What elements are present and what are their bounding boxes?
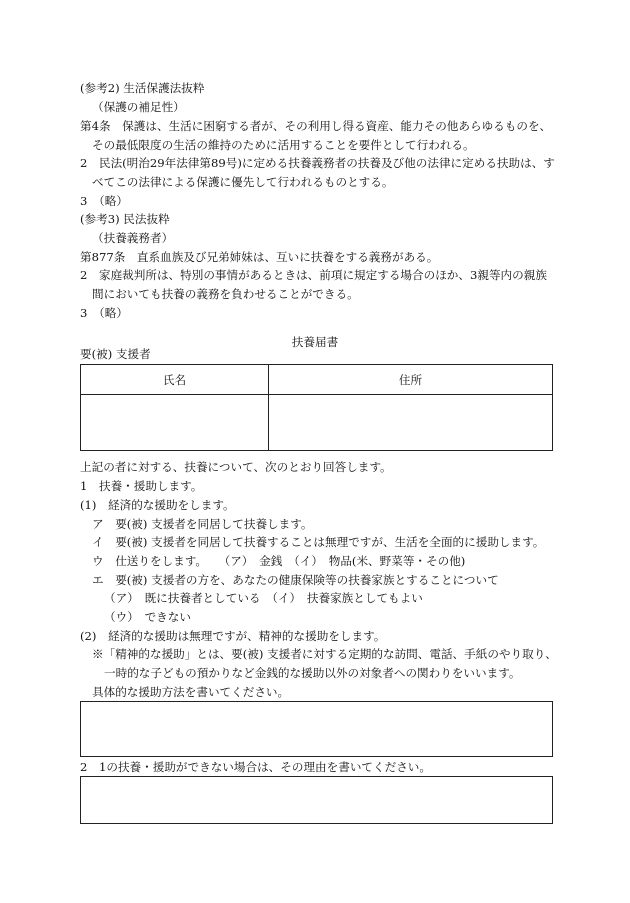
option-u: ウ 仕送りをします。 （ア） 金銭 （イ） 物品(米、野菜等・その他) bbox=[92, 554, 466, 568]
ref3-heading: (参考3) 民法抜粋 bbox=[80, 212, 170, 226]
ref3-article877: 第877条 直系血族及び兄弟姉妹は、互いに扶養をする義務がある。 bbox=[80, 250, 439, 264]
option-e: エ 要(被) 支援者の方を、あなたの健康保険等の扶養家族とすることについて bbox=[92, 573, 499, 587]
table-header-row bbox=[81, 365, 553, 395]
item1-2: (2) 経済的な援助は無理ですが、精神的な援助をします。 bbox=[80, 629, 386, 643]
ref2-paragraph2: 2 民法(明治29年法律第89号)に定める扶養義務者の扶養及び他の法律に定める扶助は、す bbox=[80, 156, 555, 170]
address-cell[interactable] bbox=[269, 395, 553, 451]
option-i: イ 要(被) 支援者を同居して扶養することは無理ですが、生活を全面的に援助します。 bbox=[92, 535, 545, 549]
method-textbox[interactable] bbox=[80, 701, 553, 757]
ref2-subheading: （保護の補足性） bbox=[92, 100, 185, 114]
ref3-paragraph3: 3 （略） bbox=[80, 306, 128, 320]
name-header: 氏名 bbox=[81, 365, 269, 395]
option-e-sub2: （ウ） できない bbox=[104, 610, 191, 624]
form-title: 扶養届書 bbox=[291, 335, 339, 349]
item1-1: (1) 経済的な援助をします。 bbox=[80, 498, 235, 512]
address-header: 住所 bbox=[269, 365, 553, 395]
supporter-table bbox=[80, 364, 553, 451]
form-intro: 上記の者に対する、扶養について、次のとおり回答します。 bbox=[80, 460, 392, 474]
note-cont: 一時的な子どもの預かりなど金銭的な援助以外の対象者への関わりをいいます。 bbox=[104, 666, 521, 680]
ref3-paragraph2: 2 家庭裁判所は、特別の事情があるときは、前項に規定する場合のほか、3親等内の親族 bbox=[80, 268, 547, 282]
table-row bbox=[81, 395, 553, 451]
item1: 1 扶養・援助します。 bbox=[80, 479, 203, 493]
ref2-article4-cont: その最低限度の生活の維持のために活用することを要件として行われる。 bbox=[92, 138, 475, 152]
ref2-article4: 第4条 保護は、生活に困窮する者が、その利用し得る資産、能力その他あらゆるものを、 bbox=[80, 119, 552, 133]
name-cell[interactable] bbox=[81, 395, 269, 451]
reason-textbox[interactable] bbox=[80, 776, 553, 824]
ref2-paragraph3: 3 （略） bbox=[80, 194, 128, 208]
supporter-label: 要(被) 支援者 bbox=[80, 347, 151, 361]
method-prompt: 具体的な援助方法を書いてください。 bbox=[92, 685, 290, 699]
ref3-subheading: （扶養義務者） bbox=[92, 231, 174, 245]
ref2-heading: (参考2) 生活保護法抜粋 bbox=[80, 81, 205, 95]
item2: 2 1の扶養・援助ができない場合は、その理由を書いてください。 bbox=[80, 760, 431, 774]
ref2-paragraph2-cont: べてこの法律による保護に優先して行われるものとする。 bbox=[92, 175, 394, 189]
option-a: ア 要(被) 支援者を同居して扶養します。 bbox=[92, 517, 313, 531]
option-e-sub1: （ア） 既に扶養者としている （イ） 扶養家族としてもよい bbox=[104, 591, 423, 605]
ref3-paragraph2-cont: 間においても扶養の義務を負わせることができる。 bbox=[92, 287, 359, 301]
note: ※「精神的な援助」とは、要(被) 支援者に対する定期的な訪問、電話、手紙のやり取り、 bbox=[92, 647, 557, 661]
